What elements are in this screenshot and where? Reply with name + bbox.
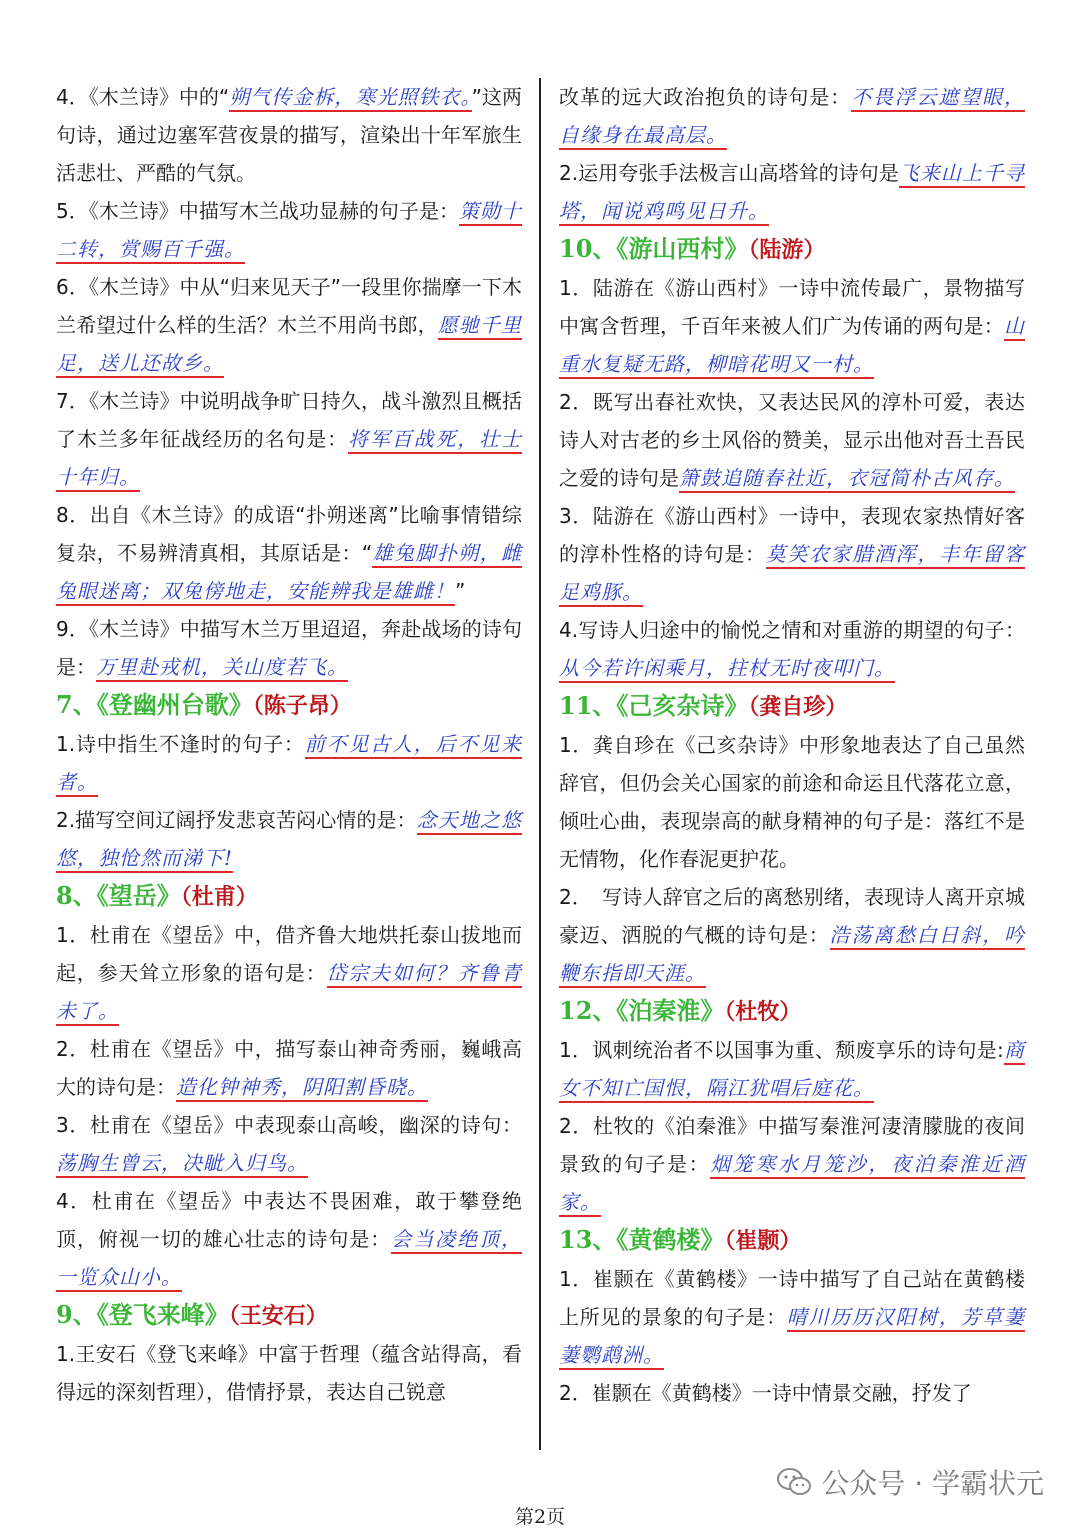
question-text: 9．《木兰诗》中描写木兰万里迢迢，奔赴战场的诗句是： bbox=[56, 617, 522, 679]
section-heading bbox=[56, 877, 522, 916]
right-column bbox=[559, 78, 1025, 1412]
question-text: 2.运用夸张手法极言山高塔耸的诗句是 bbox=[559, 161, 899, 185]
question-paragraph bbox=[559, 269, 1025, 383]
question-text: 1．陆游在《游山西村》一诗中流传最广，景物描写中寓含哲理，千百年来被人们广为传诵的两句是： bbox=[559, 276, 1025, 338]
section-heading bbox=[559, 230, 1025, 269]
section-author: （杜甫） bbox=[180, 884, 258, 910]
wechat-icon bbox=[777, 1467, 811, 1497]
section-title: 《泊秦淮》 bbox=[616, 996, 725, 1025]
question-text: 1．龚自珍在《己亥杂诗》中形象地表达了自己虽然辞官，但仍会关心国家的前途和命运且代落花立意，倾吐心曲，表现崇高的献身精神的句子是：落红不是无情物，化作春泥更护花。 bbox=[559, 733, 1025, 871]
answer-text: 荡胸生曾云，决眦入归鸟。 bbox=[56, 1151, 308, 1178]
answer-text: 不畏浮云遮望眼，自缘身在最高层。 bbox=[559, 85, 1025, 150]
section-heading bbox=[56, 686, 522, 725]
answer-text: 莫笑农家腊酒浑，丰年留客足鸡豚。 bbox=[559, 542, 1025, 607]
answer-text: 前不见古人，后不见来者。 bbox=[56, 732, 522, 797]
section-heading bbox=[56, 1296, 522, 1335]
question-paragraph bbox=[56, 1030, 522, 1106]
question-text: 改革的远大政治抱负的诗句是： bbox=[559, 85, 851, 109]
section-title: 《望岳》 bbox=[96, 881, 181, 910]
answer-text: 策勋十二转，赏赐百千强。 bbox=[56, 199, 522, 264]
answer-text: 朔气传金柝，寒光照铁衣。 bbox=[229, 85, 471, 112]
section-author: （王安石） bbox=[228, 1303, 328, 1329]
question-paragraph bbox=[56, 725, 522, 801]
question-text: 1．杜甫在《望岳》中，借齐鲁大地烘托泰山拔地而起，参天耸立形象的语句是： bbox=[56, 923, 522, 985]
section-number: 11、 bbox=[559, 691, 617, 720]
question-text: 2．杜牧的《泊秦淮》中描写秦淮河凄清朦胧的夜间景致的句子是： bbox=[559, 1114, 1025, 1176]
answer-text: 从今若许闲乘月，拄杖无时夜叩门。 bbox=[559, 656, 895, 683]
column-divider bbox=[539, 78, 541, 1450]
question-paragraph bbox=[56, 610, 522, 686]
section-author: （龚自珍） bbox=[748, 694, 848, 720]
section-author: （陈子昂） bbox=[252, 693, 352, 719]
answer-text: 浩荡离愁白日斜，吟鞭东指即天涯。 bbox=[559, 923, 1025, 988]
question-text: 5．《木兰诗》中描写木兰战功显赫的句子是： bbox=[56, 199, 459, 223]
question-text: 3．陆游在《游山西村》一诗中，表现农家热情好客的淳朴性格的诗句是： bbox=[559, 504, 1025, 566]
question-paragraph bbox=[56, 1335, 522, 1411]
question-paragraph bbox=[56, 916, 522, 1030]
question-text: 4．《木兰诗》中的“ bbox=[56, 85, 230, 109]
question-paragraph bbox=[559, 78, 1025, 154]
question-text: 1．讽刺统治者不以国事为重、颓废享乐的诗句是: bbox=[559, 1038, 1004, 1062]
question-text: 3．杜甫在《望岳》中表现泰山高峻，幽深的诗句： bbox=[56, 1113, 522, 1137]
section-title: 《己亥杂诗》 bbox=[616, 691, 749, 720]
question-paragraph bbox=[56, 268, 522, 382]
answer-text: 晴川历历汉阳树，芳草萋萋鹦鹉洲。 bbox=[559, 1305, 1025, 1370]
section-title: 《登飞来峰》 bbox=[96, 1300, 229, 1329]
question-text: 2.描写空间辽阔抒发悲哀苦闷心情的是： bbox=[56, 808, 417, 832]
question-paragraph bbox=[559, 1260, 1025, 1374]
answer-text: 会当凌绝顶，一览众山小。 bbox=[56, 1227, 522, 1292]
answer-text: 烟笼寒水月笼沙，夜泊秦淮近酒家。 bbox=[559, 1152, 1025, 1217]
question-paragraph bbox=[56, 382, 522, 496]
answer-text: 万里赴戎机，关山度若飞。 bbox=[96, 655, 348, 682]
question-paragraph bbox=[559, 497, 1025, 611]
question-text: 7．《木兰诗》中说明战争旷日持久，战斗激烈且概括了木兰多年征战经历的名句是： bbox=[56, 389, 522, 451]
section-number: 12、 bbox=[559, 996, 617, 1025]
question-paragraph bbox=[56, 801, 522, 877]
question-text: 1．崔颢在《黄鹤楼》一诗中描写了自己站在黄鹤楼上所见的景象的句子是： bbox=[559, 1267, 1025, 1329]
section-number: 9、 bbox=[56, 1300, 97, 1329]
section-author: （杜牧） bbox=[724, 999, 802, 1025]
question-text: 1.诗中指生不逢时的句子： bbox=[56, 732, 305, 756]
question-paragraph bbox=[56, 1182, 522, 1296]
question-paragraph bbox=[559, 878, 1025, 992]
answer-text: 将军百战死，壮士十年归。 bbox=[56, 427, 522, 492]
answer-text: 箫鼓追随春社近，衣冠简朴古风存。 bbox=[679, 466, 1015, 493]
section-author: （崔颢） bbox=[724, 1228, 802, 1254]
question-text: ”这两句诗，通过边塞军营夜景的描写，渲染出十年军旅生活悲壮、严酷的气氛。 bbox=[56, 85, 522, 185]
answer-text: 念天地之悠悠，独怆然而涕下! bbox=[56, 808, 522, 873]
question-paragraph bbox=[56, 1106, 522, 1182]
question-text: 2． 写诗人辞官之后的离愁别绪，表现诗人离开京城豪迈、洒脱的气概的诗句是： bbox=[559, 885, 1025, 947]
section-number: 13、 bbox=[559, 1225, 617, 1254]
answer-text: 雄兔脚扑朔，雌兔眼迷离；双兔傍地走，安能辨我是雄雌！ bbox=[56, 541, 522, 606]
section-title: 《登幽州台歌》 bbox=[96, 690, 253, 719]
answer-text: 造化钟神秀，阴阳割昏晓。 bbox=[176, 1075, 428, 1102]
section-number: 8、 bbox=[56, 881, 97, 910]
section-author: （陆游） bbox=[748, 237, 826, 263]
section-heading bbox=[559, 687, 1025, 726]
left-column bbox=[56, 78, 522, 1411]
section-title: 《黄鹤楼》 bbox=[616, 1225, 725, 1254]
question-text: 4.写诗人归途中的愉悦之情和对重游的期望的句子： bbox=[559, 618, 1025, 642]
question-text: 2．崔颢在《黄鹤楼》一诗中情景交融，抒发了 bbox=[559, 1381, 972, 1405]
question-paragraph bbox=[559, 1374, 1025, 1412]
section-number: 7、 bbox=[56, 690, 97, 719]
question-paragraph bbox=[559, 1107, 1025, 1221]
question-paragraph bbox=[56, 78, 522, 192]
question-paragraph bbox=[56, 192, 522, 268]
question-paragraph bbox=[559, 726, 1025, 878]
section-number: 10、 bbox=[559, 234, 617, 263]
question-text: 6．《木兰诗》中从“归来见天子”一段里你揣摩一下木兰希望过什么样的生活？木兰不用尚书郎， bbox=[56, 275, 522, 337]
question-text: ” bbox=[455, 579, 466, 603]
answer-text: 愿驰千里足，送儿还故乡。 bbox=[56, 313, 522, 378]
question-text: 8．出自《木兰诗》的成语“扑朔迷离”比喻事情错综复杂，不易辨清真相，其原话是：“ bbox=[56, 503, 522, 565]
watermark-text: 公众号 · 学霸状元 bbox=[821, 1467, 1044, 1500]
answer-text: 飞来山上千寻塔，闻说鸡鸣见日升。 bbox=[559, 161, 1025, 226]
question-paragraph bbox=[559, 611, 1025, 687]
watermark bbox=[777, 1462, 1044, 1502]
section-heading bbox=[559, 1221, 1025, 1260]
section-title: 《游山西村》 bbox=[616, 234, 749, 263]
section-heading bbox=[559, 992, 1025, 1031]
question-text: 1.王安石《登飞来峰》中富于哲理（蕴含站得高，看得远的深刻哲理），借情抒景，表达自己锐意 bbox=[56, 1342, 522, 1404]
question-text: 2．杜甫在《望岳》中，描写泰山神奇秀丽，巍峨高大的诗句是： bbox=[56, 1037, 522, 1099]
question-paragraph bbox=[56, 496, 522, 610]
answer-text: 山重水复疑无路，柳暗花明又一村。 bbox=[559, 314, 1025, 379]
page-number: 第2页 bbox=[514, 1506, 566, 1528]
question-paragraph bbox=[559, 154, 1025, 230]
question-text: 4．杜甫在《望岳》中表达不畏困难，敢于攀登绝顶，俯视一切的雄心壮志的诗句是： bbox=[56, 1189, 522, 1251]
answer-text: 商女不知亡国恨，隔江犹唱后庭花。 bbox=[559, 1038, 1025, 1103]
question-text: 2．既写出春社欢快，又表达民风的淳朴可爱，表达诗人对古老的乡土风俗的赞美，显示出他对吾土吾民之爱的诗句是 bbox=[559, 390, 1025, 490]
answer-text: 岱宗夫如何？齐鲁青未了。 bbox=[56, 961, 522, 1026]
question-paragraph bbox=[559, 1031, 1025, 1107]
question-paragraph bbox=[559, 383, 1025, 497]
